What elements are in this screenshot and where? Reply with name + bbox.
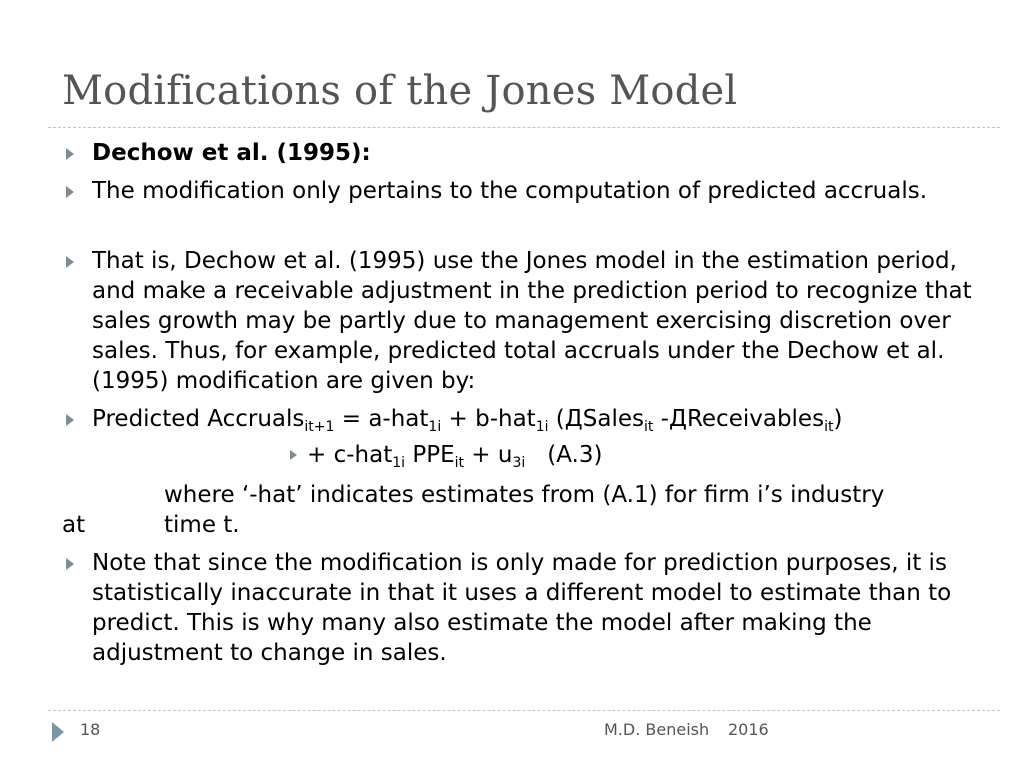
where-at: at xyxy=(62,512,86,538)
bullet-text: The modification only pertains to the computation of predicted accruals. xyxy=(92,178,928,204)
footer-author: M.D. Beneish xyxy=(604,720,710,739)
equation-line-2: + c-hat$_{1i}$ $PPE_{it} + u_{3i}$ (A.3) xyxy=(290,440,602,470)
bullet-item xyxy=(92,176,972,206)
bullet-text: That is, Dechow et al. (1995) use the Jones model in the estimation period, and make a receivable adjustment in the prediction period to recognize that sales growth may be partly due to management exercising discretion over sales. Thus, for example, predicted total accruals under the Dechow et al. (1995) modification are given by: xyxy=(92,248,972,394)
footer-divider xyxy=(48,710,1000,711)
bullet-arrow-icon xyxy=(66,256,74,268)
bullet-text: Note that since the modification is only made for prediction purposes, it is statistically inaccurate in that it uses a different model to estimate than to predict. This is why many also estimate the model after making the adjustment to change in sales. xyxy=(92,550,952,666)
where-line-2: time t. xyxy=(164,512,240,538)
bullet-arrow-icon xyxy=(66,414,74,426)
bullet-item xyxy=(92,138,972,168)
slide-marker-icon xyxy=(52,722,64,742)
bullet-item xyxy=(92,548,972,668)
footer-year: 2016 xyxy=(728,720,769,739)
sub-bullet-arrow-icon xyxy=(290,450,297,460)
bullet-arrow-icon xyxy=(66,558,74,570)
where-line: where ‘-hat’ indicates estimates from (A.1) for firm i’s industry xyxy=(164,482,885,508)
equation-line-1: Predicted Accruals$_{it+1}$ = a-hat$_{1i}$ + b-hat$_{1i}$ (ДSales$_{it}$ -ДReceivables$_{it}$) xyxy=(92,406,843,435)
bullet-item xyxy=(92,246,972,396)
bullet-arrow-icon xyxy=(66,186,74,198)
slide-title: Modifications of the Jones Model xyxy=(62,68,738,114)
bullet-arrow-icon xyxy=(66,148,74,160)
bullet-text: Dechow et al. (1995): xyxy=(92,140,371,166)
page-number: 18 xyxy=(80,720,101,739)
title-divider xyxy=(48,127,1000,128)
